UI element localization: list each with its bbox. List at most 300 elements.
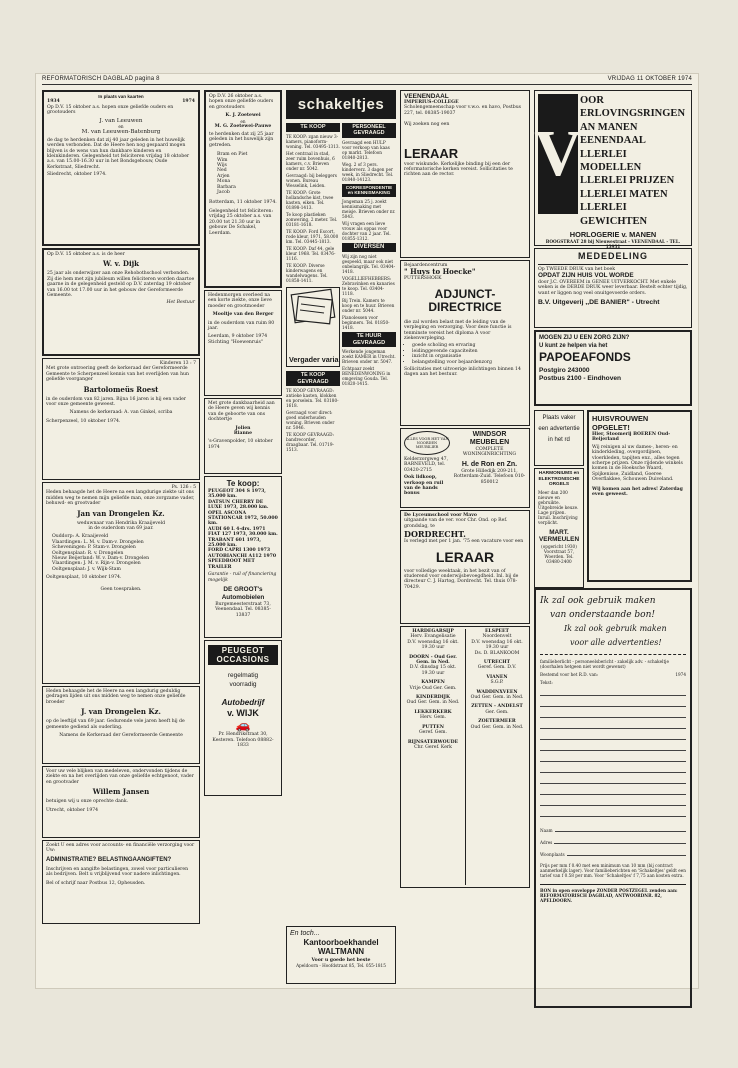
- list-item: DOORN - Oud Ger. Gem. in Ned.: [409, 654, 457, 666]
- ad-list: [286, 134, 340, 283]
- ad-title: HARMONIUMS en ELEKTRONISCHE ORGELS: [538, 471, 580, 488]
- handwritten-line-1: Ik zal ook gebruik maken: [540, 596, 656, 606]
- list-item: KINDERDIJK: [416, 695, 450, 701]
- classified-ad: Echtpaar zoekt BENEDENWONING in omgeving Gouda. Tel. 01820-1415.: [342, 366, 391, 387]
- notice-name: J. van Drongelen Kz.: [81, 707, 161, 717]
- ad-papoeafonds: [534, 330, 692, 406]
- handwritten-line-3: Ik zal ook gebruik maken: [564, 624, 667, 633]
- ad-harmoniums: [534, 468, 584, 588]
- column-classifieds: [286, 88, 396, 984]
- notice-ref: Ps. 126 : 5: [171, 485, 196, 490]
- coupon-address-label: Adres: [540, 840, 553, 845]
- notice-reception: Gelegenheid tot feliciteren: vrijdag 25 oktober a.s. van 20.00 tot 21.30 uur in gebouw De Schakel, Leerdam.: [209, 208, 274, 236]
- coupon-city-field[interactable]: [567, 846, 686, 856]
- ad-horlogerie-v-manen: [534, 90, 692, 250]
- ad-address: Pr. Hendrikstraat 30, Kesteren. Telefoon 08882-1833: [212, 732, 274, 749]
- ad-mededeling: [534, 248, 692, 328]
- notice-church-drongelen: [42, 686, 200, 764]
- notice-body: in de ouderdom van ruim 80 jaar.: [208, 320, 275, 332]
- classified-ad: Te koop plastieken zonwering, 2 meter. Tel. 03181-1618.: [286, 212, 338, 227]
- list-item: Oud Ger. Gem. in Ned.: [406, 700, 460, 706]
- ad-right: [453, 431, 526, 505]
- ad-brand: WINDSOR MEUBELEN: [469, 431, 510, 446]
- coupon-name-row: [540, 821, 686, 833]
- notice-intro: Op D.V. 26 oktober a.s. hopen onze geliefde ouders en grootouders: [209, 94, 274, 110]
- column-right-ads: [534, 88, 692, 984]
- list-item: OPEL ASCONA STATIONCAR 1972, 50.000 km.: [208, 510, 278, 527]
- notice-name-1: K. J. Zoetewei: [225, 113, 261, 119]
- list-item: LLERLEI MATEN: [580, 188, 668, 200]
- coupon-text-field[interactable]: [540, 730, 686, 740]
- ad-list: [342, 140, 396, 182]
- ad-title: MEDEDELING: [577, 251, 648, 261]
- ad-firm: H. de Ron en Zn.: [461, 460, 518, 468]
- notice-name-and: en: [118, 124, 124, 130]
- ring-list: [578, 94, 688, 228]
- classified-ad: TE KOOP: Ford Escort, rode kleur, 1971, 58.000 km. Tel. 03445-1813.: [286, 229, 339, 244]
- ad-slogan: Ook lidkoop, verkoop en ruil van de hands bonus: [404, 475, 444, 497]
- coupon-edition-label: Bestemd voor het R.D. van:: [540, 672, 599, 677]
- notice-sub: weduwnaar van Hendrika Kraaijeveld: [76, 520, 166, 526]
- header-left: REFORMATORISCH DAGBLAD pagina 8: [42, 76, 160, 82]
- ad-firm: MART. VERMEULEN: [538, 528, 580, 544]
- ad-title: HUISVROUWEN OPGELET!: [592, 414, 649, 432]
- column-vacancies: [400, 88, 530, 984]
- ad-title: Te koop:: [226, 479, 260, 488]
- notice-anniversary-leeuwen: [42, 90, 200, 246]
- classified-ad: Werkende jongeman zoekt KAMER in Utrecht. Brieven onder nr. 5047.: [342, 349, 396, 365]
- ad-huys-to-hoecke: [400, 260, 530, 426]
- car-icon: 🚗: [235, 718, 251, 732]
- coupon-name-label: Naam: [540, 828, 553, 833]
- list-item: Wim: [217, 157, 228, 163]
- coupon-text-label: Tekst:: [540, 680, 553, 685]
- ad-foot: Sollicitaties met uitvoerige inlichtingen binnen 14 dagen aan het bestuur.: [404, 367, 521, 378]
- list-item: Bram en Piet: [217, 152, 248, 158]
- ad-address: BOOGSTRAAT 28 bij Nieuwestraat - VEENENDAAL - TEL. 13931: [545, 239, 681, 250]
- notice-body: betuigen wij u onze oprechte dank.: [46, 799, 129, 805]
- list-item: AN MANEN: [580, 121, 638, 133]
- category-te-koop-gevraagd: TE KOOP GEVRAAGD: [286, 371, 340, 386]
- classifieds-masthead: schakeltjes: [286, 90, 396, 119]
- ad-ask: Wij zoeken nog een: [404, 122, 450, 128]
- ad-line: een advertentie: [538, 426, 580, 432]
- list-item: VIANEN: [486, 674, 508, 680]
- list-item: Wijs: [217, 163, 227, 169]
- classified-ad: Weg. 2 of 3 pers. kinderverz. 3 dagen per week, in Sliedrecht. Tel. 01840-14123.: [342, 161, 394, 182]
- ad-line-1: regelmatig: [227, 672, 259, 679]
- ad-body: Wij reinigen al uw dames-, heren- en kinderkleding, overgordijnen, vloerkleden, tapijten enz., alles tegen scherpe prijzen. Onze rijdende winkels komen in de Hoeksche Waard, Spijkenisse, Zuidland, Goeree Overflakkee, Schouwen Duiveland.: [592, 444, 683, 483]
- ad-sub: U kunt ze helpen via het: [539, 343, 608, 349]
- classified-ad: VOGELLIEFHEBBERS: Zebravinken en kanaries te koop. Tel. 03404-1118.: [342, 276, 395, 296]
- notice-foot: Geen toespraken.: [100, 586, 142, 592]
- notice-place: Leerdam, 9 oktober 1974: [208, 334, 268, 340]
- ad-foot: Garantie - ruil of financiering mogelijk: [208, 572, 277, 583]
- ad-slogan: Voor u goede het beste: [311, 958, 371, 963]
- notice-intro: Heden behaagde het de Heere na een langdurig geduldig gedragen lijden uit ons midden weg te nemen onze geliefde broeder: [46, 689, 186, 705]
- list-item: S.G.P.: [490, 680, 504, 686]
- notice-name-2: M. G. Zoetewei-Pauwe: [214, 123, 272, 129]
- list-item: LLERLEI MODELLEN: [580, 148, 642, 174]
- coupon-text-field[interactable]: [540, 708, 686, 718]
- notice-name-2: M. van Leeuwen-Batenburg: [81, 129, 161, 136]
- ad-book: OPDAT ZIJN HUIS VOL WORDE: [538, 272, 634, 280]
- ad-intro: De Lyceumschool voor Mavo: [404, 513, 477, 518]
- list-item: TRABANT 601 1973, 25.000 km.: [208, 537, 262, 549]
- notice-years: 1934 1974: [47, 99, 195, 105]
- ad-dordrecht-lyceum: [400, 510, 530, 624]
- ad-firm: Kantoorboekhandel WALTMANN: [303, 938, 379, 956]
- ad-body: door J.C. OVEREEM in GENEE UITVERKOCHT. Met enkele weken is de DERDE DRUK weer leverbaar. Bestelt echter tijdig, want er liggen nog veel onuitgevoerde orders.: [538, 280, 688, 296]
- list-item: • inzicht in organisatie: [412, 354, 526, 359]
- ad-question: MOGEN ZIJ U EEN ZORG ZIJN?: [539, 335, 630, 341]
- notice-name: Mooltje van den Berger: [212, 312, 274, 318]
- notice-body: 25 jaar als onderwijzer aan onze Rehobothschool verbonden. Zij die hem met zijn jubileum willen feliciteren worden daartoe gaarne in de gelegenheid gesteld op D.V. zaterdag 19 oktober van 16.00 tot 17.00 uur in het gebouw der Gereformeerde Gemeente.: [47, 271, 195, 299]
- church-place: HARDEGARSIJP: [412, 629, 454, 634]
- list-item: • leidinggevende capaciteiten: [412, 349, 526, 354]
- coupon-city-label: Woonplaats: [540, 852, 565, 857]
- ad-foot: Wij komen aan het adres! Zaterdag even geweest.: [592, 486, 683, 498]
- notice-place: Scherpenzeel, 10 oktober 1974.: [46, 418, 121, 424]
- classified-ad: TE KOOP: Daf 44, gele kleur 1968. Tel. 03476-1116.: [286, 246, 336, 261]
- list-item: DATSUN CHERRY DE LUXE 1973, 28.000 km.: [208, 499, 269, 511]
- list-item: AUTOBIANCHI A112 1970: [208, 553, 277, 559]
- category-correspondentie: CORRESPONDENTIE en KENNISMAKING: [342, 184, 396, 197]
- notice-name-and: en: [240, 118, 246, 124]
- ad-row: [534, 408, 692, 586]
- ad-left: [404, 431, 450, 505]
- ad-plaats-vaker: [534, 410, 584, 466]
- ad-fund-name: PAPOEAFONDS: [539, 350, 631, 364]
- list-item: Ooltgensplaat: J. v. Wijk-Stam: [52, 566, 121, 572]
- list-item: SPEEDBOOT MET TRAILER: [208, 559, 255, 570]
- coupon-text-field[interactable]: [540, 763, 686, 773]
- list-item: ZETTEN - ANDELST: [471, 704, 523, 710]
- notice-age: in de ouderdom van 69 jaar.: [88, 526, 154, 532]
- notice-place: Rotterdam, 11 oktober 1974.: [209, 199, 277, 205]
- notice-family-list: [52, 534, 196, 572]
- notice-jubilee-dijk: [42, 248, 200, 356]
- notice-body: op de leeftijd van 69 jaar. Gedurende vele jaren heeft hij de gemeente gediend als ouderling.: [46, 719, 185, 730]
- category-diversen: DIVERSEN: [342, 243, 396, 252]
- classified-ad: Jongeman 25 j. zoekt kennismaking met meisje. Brieven onder nr. 5043.: [342, 199, 396, 219]
- ad-firm: HORLOGERIE v. MANEN: [569, 230, 657, 240]
- classified-ad: Wij vragen een lieve vrouw als oppas voor dochter van 2 jaar. Tel. 01855-1312.: [342, 221, 391, 241]
- list-item: Noordenvelt: [482, 634, 512, 640]
- classified-ad: Bij Trein. Kamers te koop en te huur. Brieven onder nr. 5044.: [342, 298, 395, 313]
- ad-intro: Zoekt U een adres voor accounts- en financiële verzorging voor Uw:: [46, 843, 195, 854]
- ad-name: " Huys to Hoecke": [404, 267, 476, 277]
- classified-ad: Gevraagd voor direct: goed onderhouden woning. Brieven onder nr. 5046.: [286, 410, 335, 431]
- ad-city: DORDRECHT.: [404, 529, 466, 540]
- notice-ref: Kinderen 13 : 7: [159, 361, 196, 366]
- ad-name: v. WIJK: [227, 708, 259, 718]
- church-services: [400, 626, 530, 888]
- notice-house: Stichting "Hoewenruis": [208, 339, 263, 345]
- vergader-varia-logo: [286, 287, 340, 367]
- notice-name-1: J. van Leeuwen: [99, 117, 143, 124]
- ad-body: Inschrijven en aangifte belastingen, zowel voor particulieren als bedrijven. Belt u vrijblijvend voor nadere inlichtingen.: [46, 866, 189, 878]
- ad-request: Is verlegd met per 1 jan. '75 een vacature voor een: [404, 539, 524, 545]
- handwritten-line-4: voor alle advertenties!: [570, 638, 662, 647]
- ad-body: die zal worden belast met de leiding van de verpleging en verzorging. Voor deze functie is tenminste vereist het diploma A voor ziekenverpleging.: [404, 319, 512, 342]
- list-item: D.V. dinsdag 15 okt. 19.30 uur: [409, 665, 457, 676]
- category-te-koop: TE KOOP: [286, 123, 340, 132]
- ad-address: Apeldoorn - Hoofdstraat 85, Tel. 055-1815: [296, 963, 386, 969]
- list-item: FORD CAPRI 1300 1973: [208, 548, 271, 554]
- notice-sign: Het Bestuur: [166, 300, 195, 306]
- ad-list: [342, 254, 396, 330]
- list-item: Herv. Gem.: [419, 715, 447, 721]
- coupon-address-field[interactable]: [554, 834, 686, 844]
- ad-school-info: Scholengemeenschap voor v.w.o. en havo, Postbus 227, tel. 08385-19037: [404, 105, 522, 116]
- ad-intro: En toch...: [290, 930, 320, 937]
- notice-body: in de ouderdom van 82 jaren. Bijna 16 jaren is hij een vader voor onze gemeente geweest.: [46, 396, 186, 408]
- coupon-name-field[interactable]: [555, 822, 686, 832]
- classifieds-grid: [286, 121, 396, 454]
- newspaper-page: [36, 74, 698, 988]
- ad-head: Bejaardencentrum: [404, 263, 448, 268]
- list-item: ZOETERMEER: [478, 719, 516, 725]
- list-item: D.V. woensdag 16 okt. 19.30 uur: [407, 639, 459, 651]
- list-item: FIAT 127 1973, 30.000 km.: [208, 532, 278, 538]
- big-letter: V: [538, 94, 578, 214]
- coupon-price: Prijs per mm f 0.40 met een minimum van 10 mm (bij contract aanmerkelijk lager). Voor familieberichten en 'Schakeltjes' geldt een tarief van f 0.58 per mm. Voor 'Schakeltjes' f 7,75 aan kosten extra.: [540, 863, 686, 878]
- list-item: Vlaardingen: J. M. v. Rijn-v. Drongelen: [52, 561, 141, 567]
- coupon-categories: familieberlicht - personeelsbericht - zakelijk adv. - schakeltje (doorhalen hetgeen niet wordt gewenst): [540, 659, 669, 669]
- classified-ad: TE KOOP GEVRAAGD: antieke kasten, klokken en porselein. Tel. 03180-1618.: [286, 388, 339, 409]
- list-item: Scheveningen: P. Stam-v. Drongelen: [52, 545, 136, 551]
- ad-body: voor wiskunde. Kerkelijke binding bij een der reformatorische kerken vereist. Sollicitaties te richten aan de rector.: [404, 161, 513, 178]
- notice-place: 's-Gravenpolder, 10 oktober 1974: [208, 439, 273, 450]
- ad-firm: Hier, Stoomerij BOEREN Oud-Beijerland: [592, 432, 671, 443]
- notice-children: [217, 152, 277, 195]
- coupon-text-field[interactable]: [540, 752, 686, 762]
- coupon-city-row: [540, 845, 686, 857]
- meubel-logo: ALLES VOOR HET VAN NOORDEN MEUBILIER: [404, 431, 450, 455]
- calendar-icon: [287, 288, 339, 344]
- coupon-year: 1974: [675, 672, 686, 677]
- notice-intro: Met grote ontroering geeft de kerkeraad der Gereformeerde Gemeente te Scherpenzeel kennis van het overlijden van hun geliefde voorganger: [46, 366, 189, 383]
- notice-intro: Op D.V. 15 oktober a.s. hopen onze geliefde ouders en grootouders: [47, 104, 174, 116]
- ad-list: [342, 199, 396, 241]
- list-item: Jacob: [217, 190, 230, 196]
- list-item: Ds. D. BLANKOOM: [474, 650, 520, 656]
- notice-death-roest: [42, 358, 200, 480]
- list-item: Ouddorp: A. Kraaijeveld: [52, 534, 109, 540]
- coupon-text-field[interactable]: [540, 719, 686, 729]
- ad-title: Autobedrijf: [221, 698, 265, 707]
- logo-text: Vergader varia: [289, 355, 339, 364]
- ad-sub: COMPLETE WONINGINRICHTING: [462, 447, 517, 458]
- list-item: Geref. Gem.: [419, 730, 447, 736]
- notice-body: te herdenken dat zij 25 jaar geleden in het huwelijk zijn getreden.: [209, 132, 274, 148]
- classified-ad: TE KOOP: Diverse kinderwagens en wandelwagens. Tel. 01858-1411.: [286, 263, 328, 283]
- notice-body: de dag te herdenken dat zij 40 jaar geleden in het huwelijk werden verbonden. Dat de Heere hen nog gespaard mogen blijven is de wens van hun dankbare kinderen en kleinkinderen. Gelegenheid tot feliciteren vrijdag 18 oktober a.s. van 15.00-16.30 uur in het Bondsgebouw, Oude Kerkstraat, Sliedrecht.: [47, 137, 190, 170]
- coupon-text-field[interactable]: [540, 774, 686, 784]
- church-list-left: [404, 629, 462, 885]
- list-item: OOR: [580, 95, 604, 106]
- ad-title: ADMINISTRATIE? BELASTINGAANGIFTEN?: [46, 856, 172, 863]
- brand-banner: PEUGEOT OCCASIONS: [208, 645, 278, 665]
- notice-intro: Op D.V. 15 oktober a.s. is de heer: [47, 252, 125, 257]
- notice-intro: Hedenmorgen overleed na een korte ziekte, onze lieve moeder en grootmoeder: [208, 293, 272, 309]
- list-item: Mona: [217, 179, 231, 185]
- ad-line: Plaats vaker: [542, 415, 576, 421]
- ad-huisvrouwen: [587, 410, 692, 582]
- coupon-text-field[interactable]: [540, 686, 686, 696]
- notice-birth: [204, 398, 282, 474]
- ad-giro: Postgiro 243000: [539, 367, 590, 374]
- list-item: Herv. Evangelisatie: [410, 634, 456, 640]
- coupon-text-field[interactable]: [540, 785, 686, 795]
- ad-administration: [42, 840, 200, 924]
- list-item: LLERLEI PRIJZEN: [580, 175, 675, 187]
- classified-ad: Het centraal in stad, zeer ruim bovenhuis, 6 kamers, c.v. Brieven onder nr. 5042.: [286, 151, 335, 171]
- ad-body: voor volledige weektaak, in het bezit van of studerend voor onderwijsbevoegdheid. Inl. bij de directeur C. J. Hartog, Dordrecht. Tel. thuis 078-70429.: [404, 568, 519, 590]
- header-right: VRIJDAG 11 OKTOBER 1974: [607, 76, 692, 82]
- ad-list: [342, 349, 396, 386]
- ad-firm: DE GROOT's Automobielen: [221, 585, 265, 601]
- notice-title: In plaats van kaarten: [98, 94, 144, 99]
- list-item: Nieuw Beijerland: W. v. Dam-v. Drongelen: [52, 556, 150, 562]
- classified-ad: TE KOOP: zgan nieuw 3-kamers, pianoform-woning. Tel. 03495-1313.: [286, 134, 340, 149]
- ad-place: PUTTERSHOEK: [404, 276, 442, 282]
- list-item: EENENDAAL: [580, 135, 646, 147]
- notice-intro: Met grote dankbaarheid aan de Heere geven wij kennis van de geboorte van ons dochtertje: [208, 401, 275, 423]
- category-te-huur: TE HUUR GEVRAAGD: [342, 332, 396, 347]
- classified-ad: TE KOOP GEVRAAGD: bandrecorder, draagbaar. Tel. 01719-1513.: [286, 432, 334, 453]
- list-item: Ned: [217, 168, 227, 174]
- ad-sub: uitgaande van de ver. voor Chr. Ond. op Ref. grondslag, te: [404, 518, 508, 529]
- notice-name: Jan van Drongelen Kz.: [77, 508, 165, 518]
- list-item: PEUGEOT 304 S 1973, 35.000 km.: [208, 489, 266, 500]
- classified-ad: TE KOOP: Grote hollandsche kist, twee kasten, eiken. Tel. 01898-1413.: [286, 190, 334, 210]
- notice-thanks-jansen: [42, 766, 200, 838]
- ad-position: LERAAR: [435, 548, 495, 565]
- notice-intro: Heden behaagde het de Heere na een langdurige ziekte uit ons midden weg te nemen mijn geliefde man, onze zorgzame vader, behuwd- en grootvader: [46, 490, 195, 507]
- list-item: LEKKERKERK: [414, 709, 452, 715]
- notice-name: Bartolomeüs Roest: [83, 384, 159, 394]
- ad-contact: Bel of schrijf naar Postbus 12, Opheusden.: [46, 880, 146, 886]
- notice-name-2: Rianne: [233, 431, 253, 437]
- notice-place: Utrecht, oktober 1974: [46, 807, 99, 813]
- notice-place: Sliedrecht, oktober 1974.: [47, 172, 107, 178]
- classified-ad: Gevraagd een HULP voor verkoop van kaas op markt. Telefoon 01840-2813.: [342, 139, 390, 160]
- list-item: WADDINXVEEN: [476, 689, 518, 695]
- list-item: • goede scholing en ervaring: [412, 343, 526, 348]
- classifieds-right: [342, 121, 396, 454]
- coupon-text-field[interactable]: [540, 796, 686, 806]
- list-item: ERLOVINGSRINGEN: [580, 108, 686, 120]
- list-item: Vlaardingen: L. M. v. Dam-v. Drongelen: [52, 539, 144, 545]
- coupon-text-field[interactable]: [540, 697, 686, 707]
- coupon-edition-row: [540, 672, 686, 677]
- ad-address: Kelderzorgweg 47, BARNEVELD, tel. 03420-2715: [404, 457, 449, 473]
- ad-position: ADJUNCT-DIRECTRICE: [428, 286, 502, 314]
- ad-list: [286, 388, 340, 452]
- ad-line-2: voorradig: [229, 681, 257, 688]
- coupon-text-field[interactable]: [540, 741, 686, 751]
- ad-line: in het rd: [548, 437, 570, 443]
- ad-waltmann: [286, 926, 396, 984]
- column-notices-2: [204, 88, 282, 984]
- list-item: Arjen: [217, 173, 230, 179]
- column-family-notices: [42, 88, 200, 984]
- coupon-send-address: BON in open enveloppe ZONDER POSTZEGEL zenden aan: REFORMATORISCH DAGBLAD, ANTWOORDNR. 82, APELDOORN.: [540, 884, 686, 903]
- ad-city: VEENENDAAL: [404, 93, 449, 100]
- ad-postbus: Postbus 2100 - Eindhoven: [539, 375, 622, 382]
- list-item: Ger. Gem.: [485, 709, 509, 715]
- notice-death-berger: [204, 290, 282, 396]
- notice-death-drongelen-family: [42, 482, 200, 684]
- ring-ad-body: [534, 94, 688, 228]
- ad-sub: (opgericht 1930): [541, 543, 577, 549]
- notice-name-1: Jolien: [235, 425, 251, 431]
- classified-ad: Gevraagd: bij beleggers wonen. Bureau Wesselink, Leiden.: [286, 173, 337, 188]
- ad-school: IMPERIUS-COLLEGE: [404, 100, 459, 105]
- church-list-right: [465, 629, 526, 885]
- list-item: Geref. Gem. D.V.: [477, 665, 517, 671]
- list-item: PUTTEN: [422, 724, 444, 730]
- classifieds-left: [286, 121, 340, 454]
- ad-address: Burgemeesterstraat 73, Veenendaal. Tel. 08385-13837: [215, 601, 271, 618]
- ad-requirements: [412, 343, 526, 365]
- church-place: ELSPEET: [485, 629, 509, 634]
- list-item: AUDI 60 L 4-drs. 1971: [208, 526, 266, 532]
- notice-sign: Namens de kerkeraad: A. van Ginkel, scriba: [69, 410, 173, 416]
- notice-anniversary-zoetewei: [204, 90, 282, 288]
- ad-position: LERAAR: [404, 145, 459, 161]
- ad-address: Voorstraat 57, Woerden. Tel. 03480-2400: [543, 548, 575, 564]
- coupon-text-field[interactable]: [540, 807, 686, 817]
- list-item: Vrije Oud Ger. Gem.: [409, 685, 457, 691]
- list-item: Oud Ger. Gem. in Ned.: [470, 724, 524, 730]
- handwritten-line-2: van onderstaande bon!: [550, 610, 656, 620]
- ad-publisher: B.V. Uitgeverij ,,DE BANIER" - Utrecht: [538, 299, 660, 307]
- coupon-text-lines[interactable]: [540, 686, 686, 817]
- list-item: Oud Ger. Gem. in Ned.: [470, 695, 524, 701]
- notice-name: Willem Jansen: [92, 787, 150, 797]
- category-personeel: PERSONEEL GEVRAAGD: [342, 123, 396, 138]
- list-item: LLERLEI GEWICHTEN: [580, 202, 648, 227]
- ad-address: Grote Hilledijk 209-211, Rotterdam-Zuid. Telefoon 010-850012: [453, 468, 526, 485]
- notice-sign: Namens de Kerkeraad der Gereformeerde Gemeente: [59, 733, 183, 739]
- ad-stack-left: [534, 408, 584, 586]
- list-item: UTRECHT: [483, 660, 511, 666]
- list-item: Barbara: [217, 184, 236, 190]
- list-item: RIJNSATERWOUDE: [407, 739, 459, 745]
- page-header: [42, 76, 692, 85]
- list-item: • belangstelling voor bejaardenzorg: [412, 360, 526, 365]
- notice-name: W. v. Dijk: [103, 259, 139, 269]
- ad-sub: Op TWEEDE DRUK van het boek: [538, 267, 616, 272]
- ad-list: [208, 489, 278, 570]
- notice-place: Ooltgensplaat, 10 oktober 1974.: [46, 575, 122, 581]
- coupon-address-row: [540, 833, 686, 845]
- list-item: Ooltgensplaat: R. v. Drongelen: [52, 550, 124, 556]
- ad-car-sale: [204, 476, 282, 638]
- order-coupon: [534, 588, 692, 1008]
- classified-ad: Wij zijn nog niet gespeeld, maar ook niet onbelangrijk. Tel. 03404-1418.: [342, 254, 396, 274]
- ad-body: Meer dan 200 nieuwe en gebruikte. Uitgebreide keuze. Lage prijzen. Inruil. Inschrijving verplicht.: [538, 489, 579, 525]
- ad-windsor-meubelen: [400, 428, 530, 508]
- ad-veenendaal-college: [400, 90, 530, 258]
- list-item: Chr. Geref. Kerk: [414, 744, 452, 750]
- list-item: D.V. woensdag 16 okt. 19.30 uur: [471, 639, 523, 651]
- list-item: KAMPEN: [421, 680, 445, 686]
- notice-intro: Voor uw vele blijken van medeleven, ondervonden tijdens de ziekte en na het overlijden van onze geliefde echtgenoot, vader en grootvader: [46, 769, 194, 785]
